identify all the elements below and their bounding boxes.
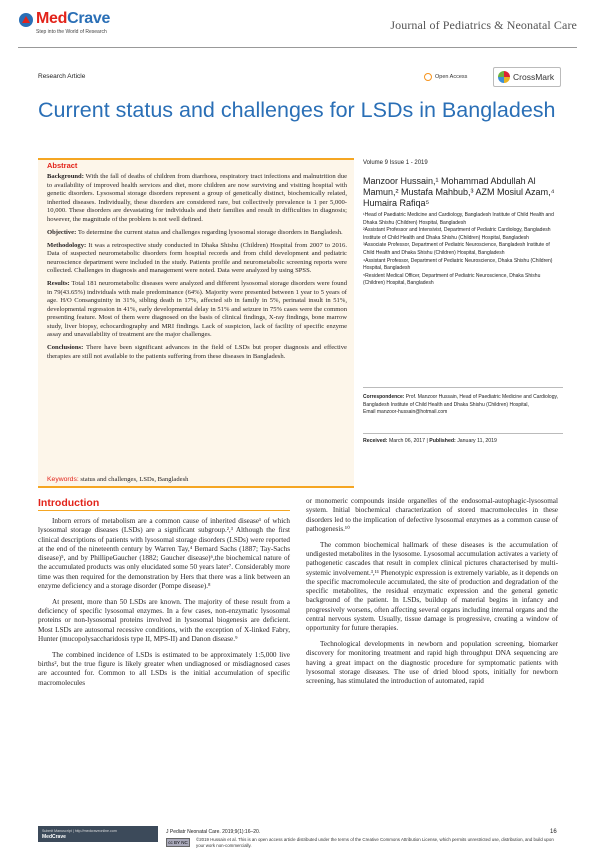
page-number: 16 (550, 829, 557, 835)
body-paragraph: The common biochemical hallmark of these diseases is the accumulation of undigested metabolites in the lysosome. Lysosomal accumulation activates a variety of pathogenetic cascades that result in complex clinical pictures characterised by multi-systemic involvement.³,¹¹ Phenotypic expression is extremely variable, as it depends on the specific macromolecule accumulated, the site of production and degradation of the specific metabolites, the residual enzymatic expression and the general genetic background of the patient. In LSDs, buildup of material begins in infancy and progressively worsens, often affecting several organs including internal organs and the central nervous system. Usually, tissue damage is progressive, creating a window of opportunity for future therapies. (306, 540, 558, 633)
medcrave-logo-icon (18, 12, 34, 28)
crossmark-button[interactable] (493, 67, 561, 87)
abstract-methodology: Methodology: It was a retrospective study conducted in Dhaka Shishu (Children) Hospital from 2007 to 2016. Data of suspected neurometabolic disorders form hospital records and from child development and pediatric neuroscience department were included in the study. Patients profile and neurometabolic screening reports were collected. Challenges in diagnosis and management were noted. Data were analyzed by using SPSS. (47, 241, 347, 274)
abstract-conclusions: Conclusions: There have been significant advances in the field of LSDs but proper diagnosis and effective therapies are still not available to the patients suffering from these diseases in Bangladesh. (47, 344, 347, 360)
submit-manuscript-box[interactable] (38, 826, 158, 842)
abstract-background: Background: With the fall of deaths of children from diarrhoea, respiratory tract infections and malnutrition due to availability of improved health services and diet, more children are now surviving and visiting hospital with genetic disorders. Lysosomal storage disorders represent a group of genetically distinct, biochemically related, inherited diseases. Individually, these disorders are considered rare, but collectively prevalence is 1 per 5,000-10,000. These disorders are devastating for individuals and their families and result in difficulties in diagnosis; however, the magnitude of the problem is not well defined. (47, 173, 347, 223)
body-paragraph: or monomeric compounds inside organelles of the endosomal-autophagic-lysosomal system. Initial biochemical characterization of stored macromolecules in these disorders led to the implication of defective lysosomal enzymes as a common cause of pathogenesis.¹⁰ (306, 497, 558, 533)
info-divider (363, 387, 563, 388)
footer-citation: J Pediatr Neonatal Care. 2019;9(1):16‒20. (166, 829, 261, 835)
body-paragraph: Technological developments in newborn and population screening, biomarker discovery for monitoring treatment and rapid high throughput DNA sequencing are having a great impact on the diagnostic procedure for symptomatic patients with lysosomal storage diseases. The use of dried blood spots, initially for newborn screening, has stimulated the introduction of automated, rapid (306, 640, 558, 686)
keywords: Keywords: status and challenges, LSDs, Bangladesh (47, 476, 189, 483)
submit-manuscript-link[interactable]: Submit Manuscript | http://medcraveonline.com (42, 829, 117, 833)
crossmark-label: CrossMark (513, 72, 555, 82)
open-access-label: Open Access (435, 74, 468, 80)
journal-name: Journal of Pediatrics & Neonatal Care (390, 18, 577, 32)
header-divider (18, 47, 577, 48)
affiliations (363, 212, 558, 288)
body-paragraph: Inborn errors of metabolism are a common cause of inherited disease¹ of which lysosomal storage diseases (LSDs) are a significant subgroup.²,³ Although the first clinical descriptions of patients with lysosomal storage disorders (LSDs) were reported at the end of the nineteenth century by Warren Tay,⁴ Bernard Sachs (1887; Tay-Sachs disease)⁵, and by PhillipeGaucher (1882; Gaucher disease)⁶,the biochemical nature of the accumulated products was only elucidated some 50 years later⁷. Considerably more time was then required for the demonstration by Hers that there was a link between an enzyme deficiency and a storage disorder (Pompe disease).⁸ (38, 517, 290, 591)
abstract-results: Results: Total 181 neurometabolic diseases were analyzed and different lysosomal storage disorders were found in 79(43.65%) individuals with male predominance (64%). Majority were presented between 1 year to 5 years of age. H/O Consanguinity in 31%, sibling death in 17%, affected sib in family in 5%, perinatal insult in 51%, developmental regression in 41%, early developmental delay in 51% and seizure in 75% cases were the common presenting feature. Most of them were diagnosed on the basis of clinical findings, X-ray findings, bone marrow study, liver biopsy, echocardiography and MRI findings. Lack of suspicion, lack of facility of specific enzyme assay and unavailability of treatment are the major challenges. (47, 280, 347, 338)
affiliation-item: ⁵Resident Medical Officer, Department of Pediatric Neuroscience, Dhaka Shishu (Children) Hospital, Bangladesh (363, 272, 541, 287)
affiliation-item: ²Assistant Professor and Intensivist, Department of Pediatric Cardiology, Bangladesh Institute of Child Health and Dhaka Shishu (Children) Hospital, Bangladesh (363, 227, 551, 241)
article-title: Current status and challenges for LSDs in Bangladesh (38, 98, 556, 122)
footer-brand: MedCrave (42, 834, 66, 840)
affiliation-item: ¹Head of Paediatric Medicine and Cardiology, Bangladesh Institute of Child Health and Dhaka Shishu (Children) Hospital, Bangladesh (363, 212, 554, 226)
creative-commons-icon[interactable]: cc BY NC (166, 838, 190, 847)
publisher-logo (18, 10, 158, 42)
volume-issue: Volume 9 Issue 1 - 2019 (363, 160, 428, 166)
body-paragraph: The combined incidence of LSDs is estimated to be approximately 1:5,000 live births², but the true figure is likely greater when undiagnosed or misdiagnosed cases are accounted for. Common to all LSDs is the initial accumulation of specific macromolecules (38, 650, 290, 687)
affiliation-item: ⁴Assistant Professor, Department of Pediatric Neuroscience, Dhaka Shishu (Children) Hospital, Bangladesh (363, 257, 553, 272)
correspondence: Correspondence: Prof. Manzoor Hussain, Head of Paediatric Medicine and Cardiology, Bangladesh Institute of Child Health and Dhaka Shishu (Children) Hospital, Email manzoor-hussain@hotmail.com (363, 394, 559, 416)
open-access-badge[interactable] (424, 73, 467, 81)
crossmark-icon (498, 71, 510, 83)
logo-text: MedCrave (36, 10, 111, 27)
article-type: Research Article (38, 73, 86, 80)
section-heading-introduction: Introduction (38, 497, 100, 509)
affiliation-item: ³Associate Professor, Department of Pediatric Neuroscience, Bangladesh Institute of Child Health and Dhaka Shishu (Children) Hospital, Bangladesh (363, 242, 550, 256)
abstract-heading: Abstract (47, 161, 78, 170)
section-divider (38, 510, 290, 511)
logo-tagline: Step into the World of Research (36, 29, 107, 35)
body-column-right (306, 497, 558, 693)
body-column-left (38, 517, 290, 695)
license-text: ©2019 Hussain et al. This is an open access article distributed under the terms of the Creative Commons Attribution License, which permits unrestricted use, distribution, and build upon your work non-commercially. (196, 837, 554, 848)
abstract-text (47, 173, 347, 366)
article-dates: Received: March 06, 2017 | Published: January 11, 2019 (363, 438, 497, 444)
open-access-icon (424, 73, 432, 81)
abstract-objective: Objective: To determine the current status and challenges regarding lysosomal storage disorders in Bangladesh. (47, 228, 343, 236)
info-divider (363, 433, 563, 434)
body-paragraph: At present, more than 50 LSDs are known. The majority of these result from a deficiency of specific lysosomal enzymes. In a few cases, non-enzymatic lysosomal proteins or non-lysosomal proteins involved in lysosomal biogenesis are deficient. Most LSDs are autosomal recessive conditions, with the exception of X-linked Fabry, Hunter (mucopolysaccharidosis type II, MPS-II) and Danon disease.⁹ (38, 597, 290, 644)
author-list: Manzoor Hussain,¹ Mohammad Abdullah Al Mamun,² Mustafa Mahbub,³ AZM Mosiul Azam,⁴ Humaira Rafiqa⁵ (363, 176, 555, 208)
correspondence-email[interactable]: Email manzoor-hussain@hotmail.com (363, 409, 448, 416)
